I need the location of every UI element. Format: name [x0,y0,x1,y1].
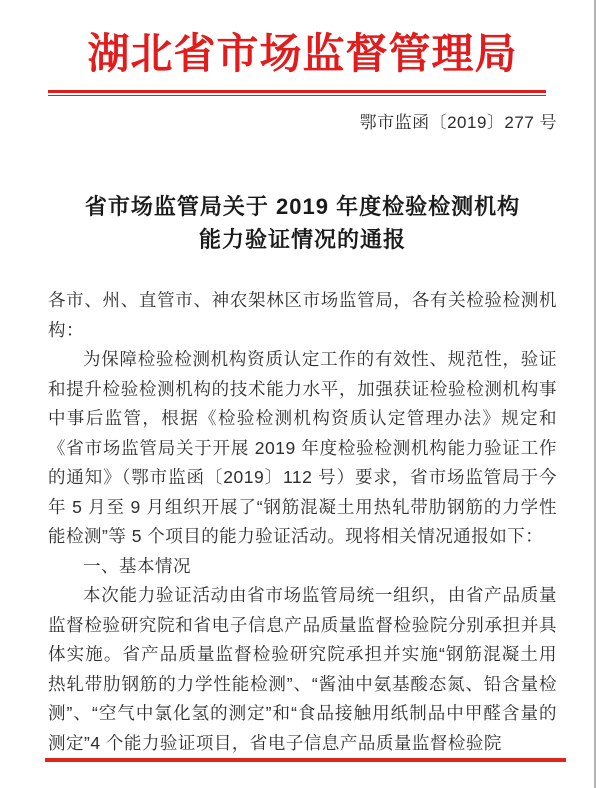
body-paragraph-details: 本次能力验证活动由省市场监管局统一组织，由省产品质量监督检验研究院和省电子信息产品质量监督检验院分别承担并具体实施。省产品质量监督检验研究院承担并实施“钢筋混凝土用热轧带肋钢筋的力学性能检测”、“酱油中氨基酸态氮、铅含量检测”、“空气中氯化氢的测定”和“食品接触用纸制品中甲醛含量的测定”4 个能力验证项目，省电子信息产品质量监督检验院 [48,585,557,753]
body-paragraph-intro: 为保障检验检测机构资质认定工作的有效性、规范性，验证和提升检验检测机构的技术能力水平，加强获证检验检测机构事中事后监管，根据《检验检测机构资质认定管理办法》规定和《省市场监管局关于开展 2019 年度检验检测机构能力验证工作的通知》（鄂市监函〔2019〕112 号）要求，省市场监管局于今年 5 月至 9 月组织开展了“钢筋混凝土用热轧带肋钢筋的力学性能检测”等 5 个项目的能力验证活动。现将相关情况通报如下： [48,349,557,546]
document-title-line2: 能力验证情况的通报 [198,227,406,252]
document-body [48,286,557,758]
document-title-line1: 省市场监管局关于 2019 年度检验检测机构 [84,194,521,219]
document-content [48,0,557,758]
bottom-divider [45,758,566,762]
document-number: 鄂市监函〔2019〕277 号 [359,113,557,132]
section-heading-basic-situation: 一、基本情况 [83,555,191,576]
header-divider [48,90,546,96]
document-title [48,190,557,256]
body-paragraph-salutation: 各市、州、直管市、神农架林区市场监管局，各有关检验检测机构： [48,290,557,340]
page-edge-line [594,0,596,788]
agency-header: 湖北省市场监督管理局 [87,32,518,78]
